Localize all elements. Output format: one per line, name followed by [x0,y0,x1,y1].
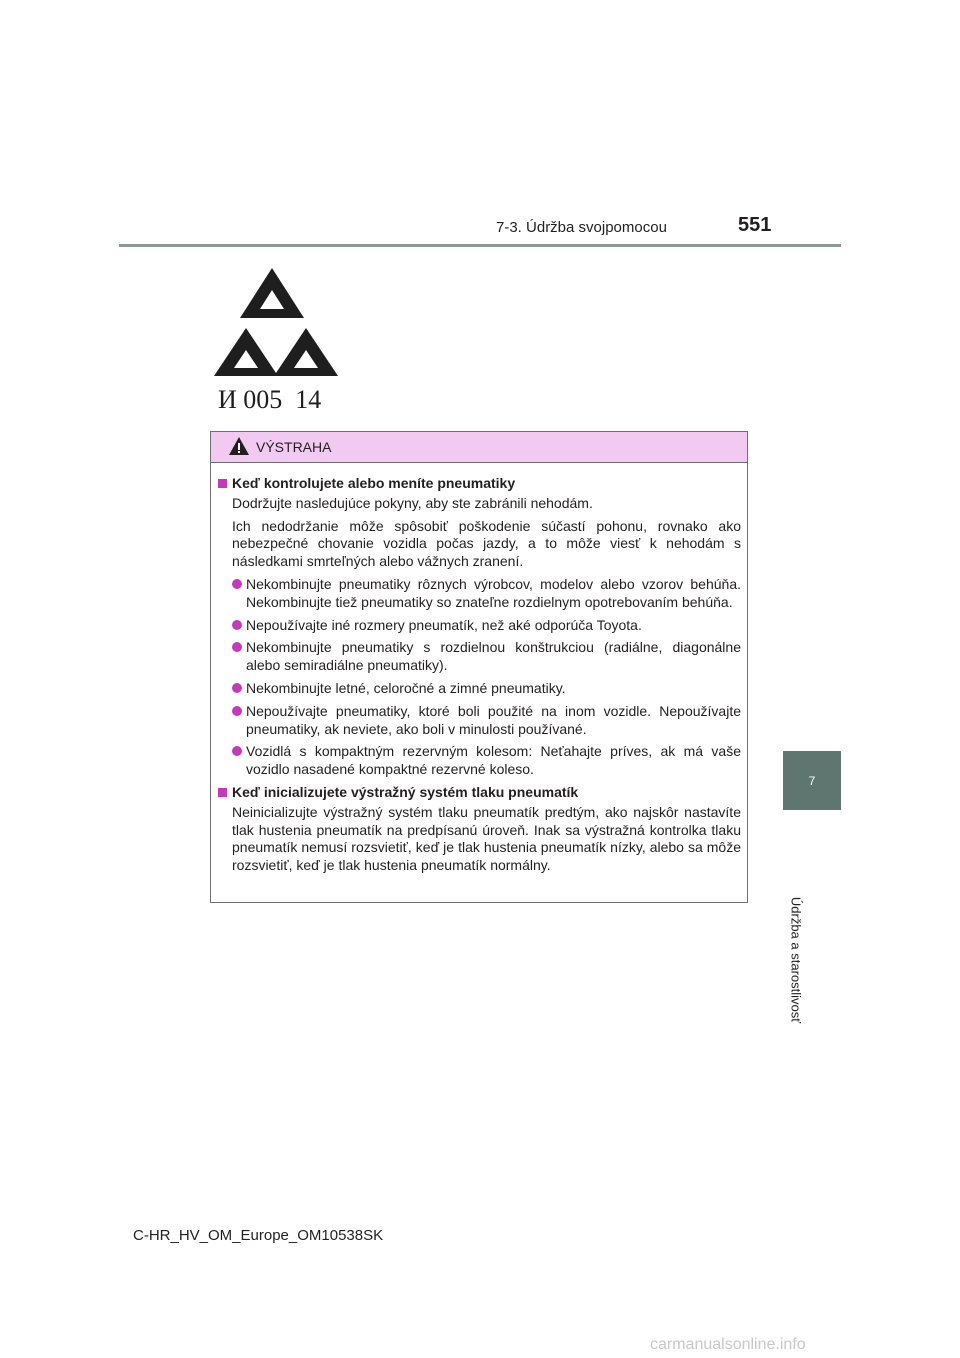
tire-marking-figure [210,262,345,412]
chapter-label: Údržba a starostlivosť [788,896,804,1024]
triangle-mark-right-icon [274,328,338,376]
section-heading-text: Keď kontrolujete alebo meníte pneumatiky [232,475,516,491]
bullet-dot-icon [232,579,242,589]
list-item-text: Nekombinujte pneumatiky rôznych výrobcov, modelov alebo vzorov behúňa. Nekombinujte tiež pneumatiky so znateľne rozdielnym opotrebovaním behúňa. [246,575,741,610]
warning-section-heading [218,475,741,493]
warning-paragraph: Neinicializujte výstražný systém tlaku pneumatík predtým, ako najskôr nastavíte tlak hustenia pneumatík na predpísanú úroveň. Inak sa výstražná kontrolka tlaku pneumatík nemusí rozsvietiť, keď je tlak hustenia pneumatík nízky, alebo sa môže rozsvietiť, keď je tlak hustenia pneumatík normálny. [232,803,741,874]
tire-marking-text: И 005 14 [218,385,322,412]
warning-body [211,463,747,875]
list-item [232,703,741,739]
bullet-dot-icon [232,706,242,716]
list-item [232,680,741,698]
warning-box [210,431,748,903]
chapter-number: 7 [808,773,816,788]
section-square-icon [218,479,227,488]
warning-paragraph: Ich nedodržanie môže spôsobiť poškodenie súčastí pohonu, rovnako ako nebezpečné chovanie vozidla počas jazdy, a to môže viesť k nehodám s následkami smrteľných alebo vážnych zranení. [232,517,741,570]
chapter-tab [783,751,841,810]
list-item [232,617,741,635]
list-item [232,743,741,779]
section-heading-text: Keď inicializujete výstražný systém tlaku pneumatík [232,783,579,800]
list-item [232,576,741,612]
bullet-dot-icon [232,642,242,652]
list-item-text: Nekombinujte letné, celoročné a zimné pneumatiky. [246,679,566,696]
bullet-dot-icon [232,746,242,756]
triangle-mark-left-icon [214,328,278,376]
triangle-mark-top-icon [240,268,304,318]
list-item-text: Nekombinujte pneumatiky s rozdielnou konštrukciou (radiálne, diagonálne alebo semiradiálne pneumatiky). [246,639,741,674]
warning-paragraph: Dodržujte nasledujúce pokyny, aby ste zabránili nehodám. [232,494,593,511]
list-item-text: Nepoužívajte iné rozmery pneumatík, než aké odporúča Toyota. [246,616,642,633]
warning-section-heading [218,784,741,802]
watermark: carmanualsonline.info [650,1336,806,1353]
section-square-icon [218,788,227,797]
warning-triangle-icon [228,436,250,456]
list-item-text: Nepoužívajte pneumatiky, ktoré boli použité na inom vozidle. Nepoužívajte pneumatiky, ak neviete, ako boli v minulosti používané. [246,702,741,737]
list-item [232,639,741,675]
warning-bullet-list [232,576,741,779]
warning-header [211,432,747,463]
warning-label: VÝSTRAHA [256,439,332,455]
header-rule [119,244,841,247]
bullet-dot-icon [232,620,242,630]
document-code: C-HR_HV_OM_Europe_OM10538SK [133,1227,384,1244]
page-number: 551 [738,214,772,236]
bullet-dot-icon [232,683,242,693]
list-item-text: Vozidlá s kompaktným rezervným kolesom: Neťahajte príves, ak má vaše vozidlo nasadené kompaktné rezervné koleso. [246,743,741,778]
section-title: 7-3. Údržba svojpomocou [496,219,667,236]
